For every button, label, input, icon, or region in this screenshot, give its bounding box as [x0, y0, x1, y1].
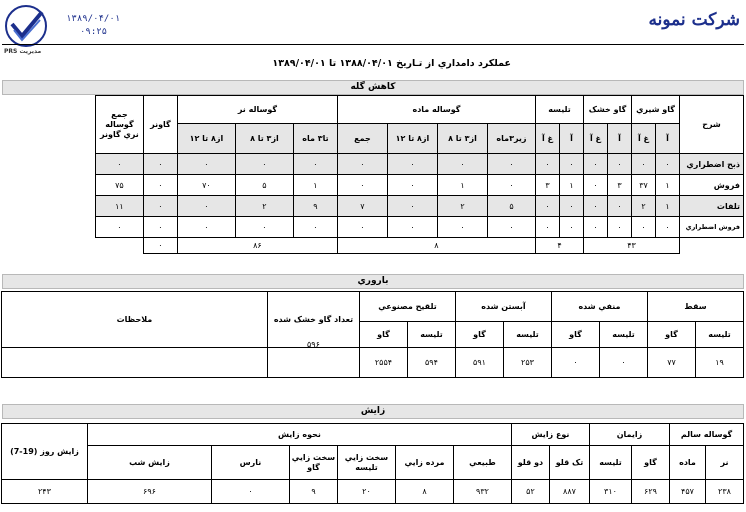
table-cell: ۰	[656, 154, 680, 175]
table-cell: ۵	[235, 175, 293, 196]
table-cell: ۰	[631, 154, 655, 175]
table-cell: فروش	[680, 175, 744, 196]
sub-3-8: از۳ تا ۸	[235, 124, 293, 154]
sub-jam: جمع	[337, 124, 387, 154]
table-cell: ۰	[437, 154, 487, 175]
table-cell: ۰	[607, 154, 631, 175]
calving-table	[1, 423, 744, 504]
sub-8-12: از۸ تا ۱۲	[387, 124, 437, 154]
h-zayman: زايمان	[589, 424, 669, 446]
sub-gha: غ آ	[583, 124, 607, 154]
h-tedad: تعداد گاو خشک شده	[267, 292, 359, 348]
table-cell: ۳۷	[631, 175, 655, 196]
table-cell: ۱	[656, 196, 680, 217]
table-cell: ۰	[583, 196, 607, 217]
total-shiri-khoshk: ۴۳	[583, 238, 679, 254]
table-cell: تلفات	[680, 196, 744, 217]
table-cell: ۲	[235, 196, 293, 217]
table-row	[0, 175, 744, 196]
table-cell: ۷۰	[177, 175, 235, 196]
table-cell: ۶۹۶	[87, 480, 211, 504]
total-gavnar: ۰	[143, 238, 177, 254]
group-total: جمع گوساله نري گاونر	[95, 96, 143, 154]
sub-gha: غ آ	[535, 124, 559, 154]
table-cell: ۰	[387, 196, 437, 217]
table-cell: ۰	[656, 217, 680, 238]
company-name: شرکت نمونه	[648, 10, 740, 30]
table-cell: ۰	[583, 175, 607, 196]
sub-tabiei: طبيعي	[453, 446, 511, 480]
table-cell: ۰	[337, 154, 387, 175]
sub-talise: تليسه	[589, 446, 631, 480]
h-manfi: منفي شده	[551, 292, 647, 322]
h-night: زايش شب	[87, 446, 211, 480]
h-saghat: سقط	[647, 292, 743, 322]
sub-nar: نر	[706, 446, 744, 480]
table-row: ۱۹ ۷۷ ۰ ۰ ۲۵۳ ۵۹۱ ۵۹۴ ۲۵۵۴ ۵۹۶	[1, 348, 743, 378]
table-cell: ۱۱	[95, 196, 143, 217]
table-cell: ۲۵۳	[503, 348, 551, 378]
table-cell: ۵۹۱	[455, 348, 503, 378]
sub-3-8: از۳ تا ۸	[437, 124, 487, 154]
h-talghih: تلقيح مصنوعي	[359, 292, 455, 322]
report-time: ۰۹:۲۵	[80, 27, 108, 37]
sub-ta3: تا۳ ماه	[293, 124, 337, 154]
table-cell: ۴۵۷	[669, 480, 705, 504]
table-cell: ۰	[143, 217, 177, 238]
table-cell: ۰	[387, 154, 437, 175]
table-cell: ۱۹	[696, 348, 744, 378]
sub-sakht-talise: سخت زايي تليسه	[337, 446, 395, 480]
sub-gav: گاو	[551, 322, 599, 348]
table-cell: ۹	[293, 196, 337, 217]
fertility-section-title: باروري	[2, 274, 744, 289]
sub-do: دو قلو	[511, 446, 549, 480]
sub-a: آ	[559, 124, 583, 154]
table-cell: ۰	[607, 217, 631, 238]
h-type: نوع زايش	[511, 424, 589, 446]
table-cell: ۰	[177, 154, 235, 175]
table-cell: ۷	[337, 196, 387, 217]
total-talise: ۴	[535, 238, 583, 254]
table-cell: ۸۸۷	[549, 480, 589, 504]
table-cell: ۱	[559, 175, 583, 196]
table-cell: ۰	[583, 154, 607, 175]
logo-caption: PRS مدیریت	[4, 48, 42, 55]
table-cell: ۰	[559, 217, 583, 238]
table-cell: ۰	[95, 217, 143, 238]
table-cell: ۲۴۳	[1, 480, 87, 504]
table-cell: ۰	[559, 154, 583, 175]
sub-a: آ	[607, 124, 631, 154]
sub-gav: گاو	[631, 446, 669, 480]
totals-row	[0, 238, 744, 254]
table-cell: ۲۰	[337, 480, 395, 504]
report-date: ۱۳۸۹/۰۴/۰۱	[66, 14, 121, 24]
group-gusale-nar: گوساله نر	[177, 96, 337, 124]
table-cell: ۶۲۹	[631, 480, 669, 504]
header-divider	[2, 44, 744, 45]
table-cell: ۸	[395, 480, 453, 504]
table-cell: ۰	[387, 217, 437, 238]
table-cell: ۱	[293, 175, 337, 196]
sub-talise: تليسه	[503, 322, 551, 348]
h-salem: گوساله سالم	[669, 424, 743, 446]
table-cell: ۷۷	[647, 348, 695, 378]
h-day: زايش روز (19-7)	[1, 424, 87, 480]
table-cell: ۲	[631, 196, 655, 217]
table-cell: ۱	[656, 175, 680, 196]
table-cell: ۰	[177, 217, 235, 238]
table-cell: ۵	[487, 196, 535, 217]
table-cell: ۰	[551, 348, 599, 378]
table-row	[0, 196, 744, 217]
sub-talise: تليسه	[407, 322, 455, 348]
h-molahezat: ملاحظات	[1, 292, 267, 348]
table-cell: ۰	[487, 175, 535, 196]
total-made: ۸	[337, 238, 535, 254]
sub-gha: غ آ	[631, 124, 655, 154]
table-cell: ۲	[437, 196, 487, 217]
fertility-table	[1, 291, 744, 378]
table-row	[0, 154, 744, 175]
sub-zir3: زير۳ماه	[487, 124, 535, 154]
table-cell: ۰	[143, 154, 177, 175]
total-nar: ۸۶	[177, 238, 337, 254]
table-cell: ۷۵	[95, 175, 143, 196]
table-cell: ۳	[535, 175, 559, 196]
table-cell: ۰	[559, 196, 583, 217]
table-cell: ۱	[437, 175, 487, 196]
table-cell: ۹۳۲	[453, 480, 511, 504]
h-how: نحوه زايش	[87, 424, 511, 446]
group-gav-shiri: گاو شيري	[631, 96, 679, 124]
sub-a: آ	[656, 124, 680, 154]
report-title: عملکرد دامداري از تـاريخ ۱۳۸۸/۰۴/۰۱ تا ۱۳۸۹/۰۴/۰۱	[272, 58, 511, 69]
group-gav-khoshk: گاو خشک	[583, 96, 631, 124]
sub-tak: تک قلو	[549, 446, 589, 480]
table-cell: ۰	[235, 154, 293, 175]
table-cell: ۰	[177, 196, 235, 217]
table-cell: ۰	[143, 196, 177, 217]
table-cell: فروش اضطراري	[680, 217, 744, 238]
company-logo-icon	[4, 4, 48, 48]
table-cell: ۰	[583, 217, 607, 238]
group-talise: تليسه	[535, 96, 583, 124]
sub-gav: گاو	[455, 322, 503, 348]
sub-talise: تليسه	[599, 322, 647, 348]
table-cell: ۵۲	[511, 480, 549, 504]
calving-section-title: زايش	[2, 404, 744, 419]
table-cell: ۰	[487, 154, 535, 175]
table-cell: ۰	[607, 196, 631, 217]
table-cell: ۳۱۰	[589, 480, 631, 504]
table-cell: ۰	[387, 175, 437, 196]
sub-made: ماده	[669, 446, 705, 480]
sub-gav: گاو	[359, 322, 407, 348]
sub-sakht-gav: سخت زايي گاو	[289, 446, 337, 480]
table-cell: ۰	[487, 217, 535, 238]
table-cell: ۰	[337, 217, 387, 238]
group-gavnar: گاونر	[143, 96, 177, 154]
table-cell: ۰	[211, 480, 289, 504]
table-cell: ۰	[143, 175, 177, 196]
table-cell: ۰	[599, 348, 647, 378]
table-cell: ۰	[293, 217, 337, 238]
table-cell: ۰	[631, 217, 655, 238]
loss-section-title: کاهش گله	[2, 80, 744, 95]
table-cell: ۵۹۴	[407, 348, 455, 378]
table-cell: ۰	[337, 175, 387, 196]
table-cell: ذبح اضطراري	[680, 154, 744, 175]
table-cell: ۲۵۵۴	[359, 348, 407, 378]
table-cell: ۳	[607, 175, 631, 196]
table-cell: ۰	[535, 217, 559, 238]
sub-morde: مرده زايي	[395, 446, 453, 480]
table-cell: ۰	[95, 154, 143, 175]
table-row	[0, 217, 744, 238]
table-cell: ۰	[535, 154, 559, 175]
group-gusale-made: گوساله ماده	[337, 96, 535, 124]
sub-naras: نارس	[211, 446, 289, 480]
table-cell: ۲۳۸	[706, 480, 744, 504]
sub-talise: تليسه	[696, 322, 744, 348]
h-abestan: آبستن شده	[455, 292, 551, 322]
col-sharh: شرح	[680, 96, 744, 154]
table-row	[1, 480, 743, 504]
sub-8-12: از۸ تا ۱۲	[177, 124, 235, 154]
table-cell: ۰	[535, 196, 559, 217]
table-cell: ۰	[437, 217, 487, 238]
loss-table	[0, 95, 744, 254]
sub-gav: گاو	[647, 322, 695, 348]
table-cell: ۰	[293, 154, 337, 175]
table-cell: ۹	[289, 480, 337, 504]
table-cell: ۰	[235, 217, 293, 238]
